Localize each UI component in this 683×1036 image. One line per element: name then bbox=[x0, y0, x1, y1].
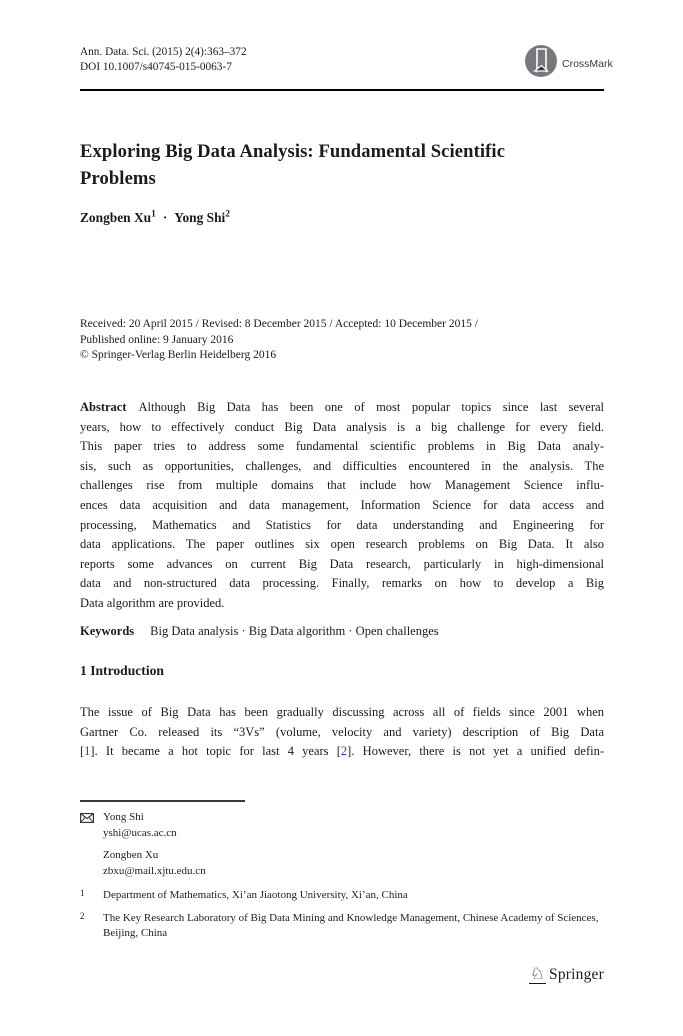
crossmark-badge[interactable] bbox=[524, 44, 613, 83]
doi: DOI 10.1007/s40745-015-0063-7 bbox=[80, 61, 232, 73]
page-title bbox=[80, 139, 604, 192]
journal-header bbox=[80, 45, 247, 75]
title-line-2: Problems bbox=[80, 167, 156, 189]
article-history-line: © Springer-Verlag Berlin Heidelberg 2016 bbox=[80, 349, 277, 361]
correspondence-entry bbox=[80, 847, 604, 879]
journal-reference: Ann. Data. Sci. (2015) 2(4):363–372 bbox=[80, 46, 247, 58]
citation-link[interactable]: 2 bbox=[340, 744, 348, 759]
correspondence-name: Zongben Xu bbox=[103, 849, 159, 861]
affiliation-entry bbox=[80, 888, 604, 904]
abstract-line: data applications. The paper outlines six open research problems on Big Data. It also bbox=[80, 537, 604, 552]
abstract-first-line: Abstract Although Big Data has been one of most popular topics since last several bbox=[80, 400, 604, 414]
affiliation-number: 2 bbox=[80, 910, 85, 921]
abstract-line: ences data acquisition and data management, Information Science for data access and bbox=[80, 497, 604, 512]
header-divider bbox=[80, 89, 604, 91]
affiliation-text: Department of Mathematics, Xi’an Jiaotong University, Xi’an, China bbox=[103, 889, 408, 901]
introduction-line: The issue of Big Data has been gradually discussing across all of fields since 2001 when bbox=[80, 705, 604, 719]
springer-logo bbox=[529, 966, 604, 984]
abstract-line: challenges rise from multiple domains that include how Management Science influ- bbox=[80, 478, 604, 493]
crossmark-icon bbox=[524, 44, 558, 83]
abstract-label: Abstract bbox=[80, 400, 127, 414]
introduction-paragraph bbox=[80, 703, 604, 762]
springer-wordmark: Springer bbox=[549, 966, 604, 983]
abstract-line: data and non-structured data processing. Finally, remarks on how to develop a Big bbox=[80, 576, 604, 591]
article-history-line: Received: 20 April 2015 / Revised: 8 December 2015 / Accepted: 10 December 2015 / bbox=[80, 318, 478, 330]
correspondence-email[interactable]: yshi@ucas.ac.cn bbox=[103, 827, 177, 839]
footnote-block bbox=[80, 809, 604, 949]
article-history-line: Published online: 9 January 2016 bbox=[80, 333, 234, 346]
keywords-label: Keywords bbox=[80, 624, 135, 638]
footnote-divider bbox=[80, 800, 245, 802]
affiliation-number: 1 bbox=[80, 888, 85, 898]
abstract bbox=[80, 398, 604, 614]
introduction-line: Gartner Co. released its “3Vs” (volume, velocity and variety) description of Big Data bbox=[80, 724, 604, 739]
author-separator: · bbox=[162, 210, 168, 226]
abstract-line: Data algorithm are provided. bbox=[80, 595, 225, 610]
springer-horse-icon: ♘ bbox=[529, 964, 546, 984]
abstract-line: reports some advances on current Big Data research, particularly in high-dimensional bbox=[80, 556, 604, 571]
correspondence-entry bbox=[80, 809, 604, 841]
author-line bbox=[80, 210, 230, 226]
affiliation-text: The Key Research Laboratory of Big Data Mining and Knowledge Management, Chinese Academy of Sciences, Beijing, China bbox=[103, 911, 599, 939]
author-1-affiliation-mark: 1 bbox=[151, 210, 156, 220]
correspondence-email[interactable]: zbxu@mail.xjtu.edu.cn bbox=[103, 865, 206, 877]
introduction-line: [1]. It became a hot topic for last 4 years [2]. However, there is not yet a unified defin- bbox=[80, 744, 604, 759]
section-heading-introduction: 1 Introduction bbox=[80, 663, 164, 678]
envelope-icon bbox=[80, 809, 103, 841]
author-1: Zongben Xu$^1$ bbox=[80, 210, 156, 226]
crossmark-label: CrossMark bbox=[562, 57, 613, 70]
abstract-line: processing, Mathematics and Statistics for data understanding and Engineering for bbox=[80, 517, 604, 532]
article-history bbox=[80, 317, 604, 364]
author-2-affiliation-mark: 2 bbox=[225, 210, 231, 220]
author-2: Yong Shi$^2$ bbox=[174, 210, 231, 226]
keywords-line bbox=[80, 624, 604, 639]
title-line-1: Exploring Big Data Analysis: Fundamental Scientific bbox=[80, 141, 506, 162]
affiliation-entry bbox=[80, 911, 604, 942]
citation-link[interactable]: 1 bbox=[84, 744, 91, 759]
abstract-line: This paper tries to address some fundamental scientific problems in Big Data analy- bbox=[80, 439, 604, 454]
keywords-text: Big Data analysis · Big Data algorithm · Open challenges bbox=[150, 624, 439, 638]
abstract-line: years, how to effectively conduct Big Data analysis is a big challenge for every field. bbox=[80, 419, 604, 434]
correspondence-name: Yong Shi bbox=[103, 811, 144, 823]
abstract-line: sis, such as opportunities, challenges, and difficulties encountered in the analysis. The bbox=[80, 458, 604, 473]
